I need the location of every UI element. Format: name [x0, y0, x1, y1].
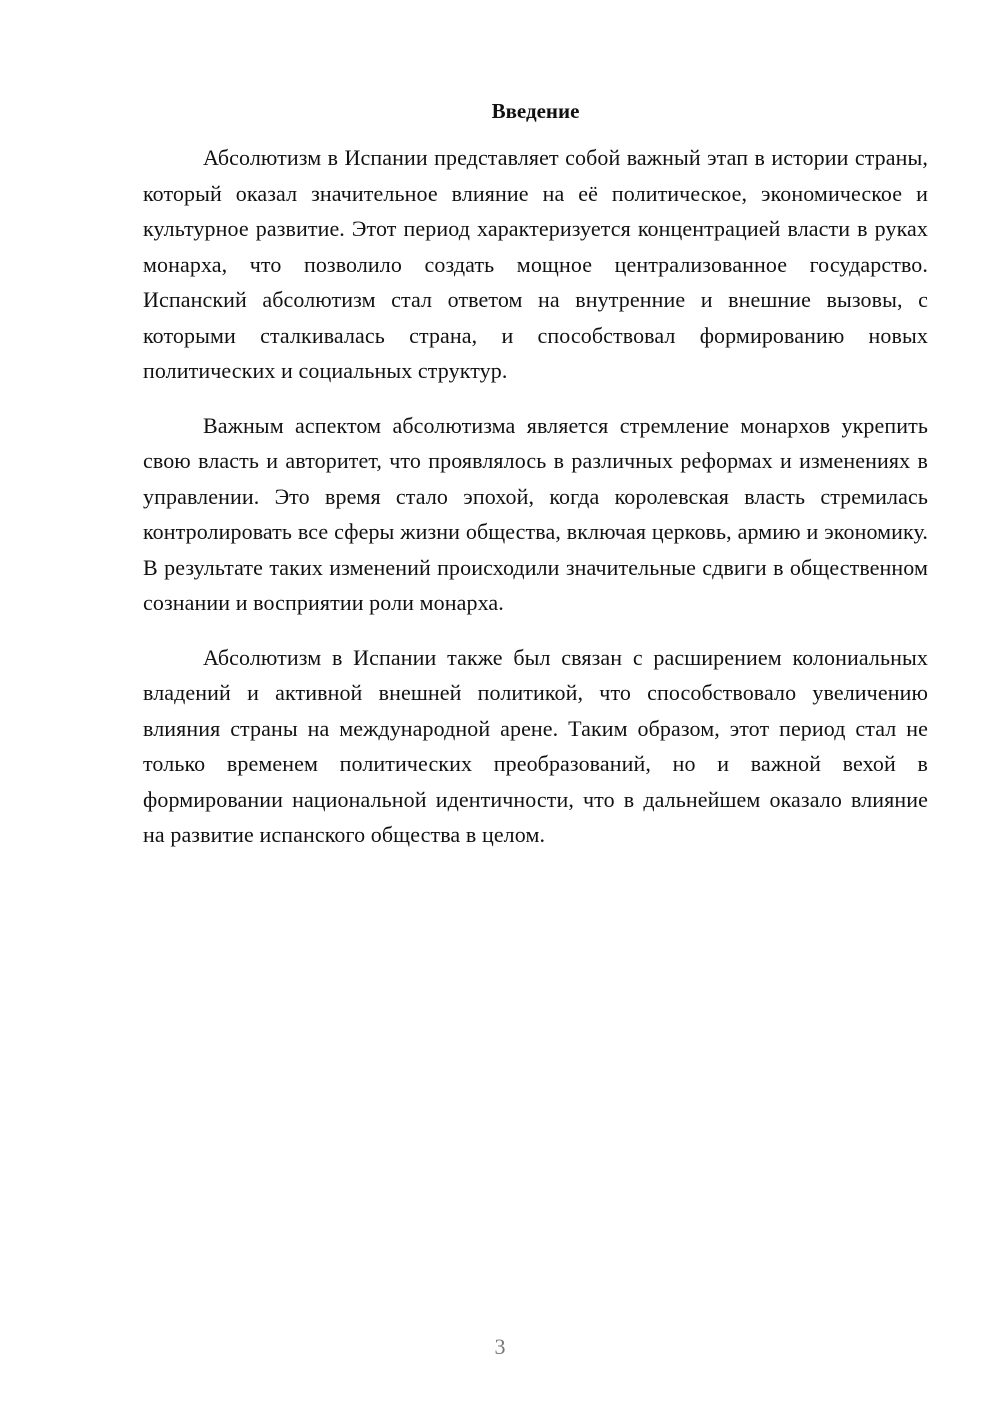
paragraph-3: Абсолютизм в Испании также был связан с расширением колониальных владений и активной внешней политикой, что способствовало увеличению влияния страны на международной арене. Таким образом, этот период стал не только временем политических преобразований, но и важной вехой в формировании национальной идентичности, что в дальнейшем оказало влияние на развитие испанского общества в целом.	[143, 644, 928, 847]
paragraph-1: Абсолютизм в Испании представляет собой важный этап в истории страны, который оказал значительное влияние на её политическое, экономическое и культурное развитие. Этот период характеризуется концентрацией власти в руках монарха, что позволило создать мощное централизованное государство. Испанский абсолютизм стал ответом на внутренние и внешние вызовы, с которыми сталкивалась страна, и способствовал формированию новых политических и социальных структур.	[143, 145, 928, 383]
page-number: 3	[494, 1334, 506, 1359]
paragraph-2: Важным аспектом абсолютизма является стремление монархов укрепить свою власть и авторитет, что проявлялось в различных реформах и изменениях в управлении. Это время стало эпохой, когда королевская власть стремилась контролировать все сферы жизни общества, включая церковь, армию и экономику. В результате таких изменений происходили значительные сдвиги в общественном сознании и восприятии роли монарха.	[143, 412, 928, 615]
page-content	[143, 96, 928, 872]
section-title: Введение	[491, 99, 580, 123]
